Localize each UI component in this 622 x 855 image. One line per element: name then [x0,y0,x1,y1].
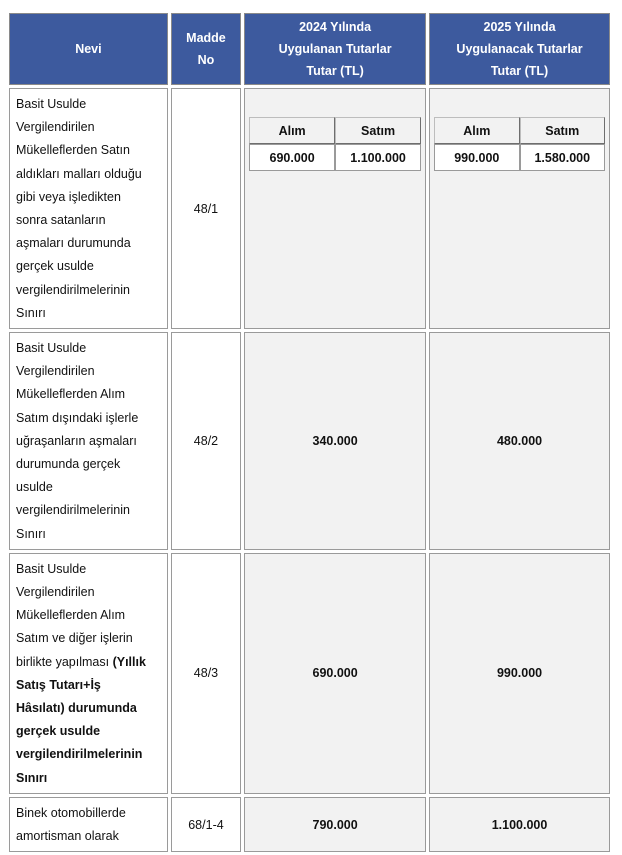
sub-table-2025-cell [429,88,610,329]
value-2025-cell: 480.000 [429,332,610,550]
tax-limits-table-container [6,10,613,855]
table-row-68-1-4 [9,797,610,852]
header-2024: 2024 Yılında Uygulanan Tutarlar Tutar (TL) [244,13,426,85]
madde-cell: 48/2 [171,332,241,550]
value-2024-cell: 340.000 [244,332,426,550]
sub-2025-satim-label: Satım [520,117,605,144]
nevi-cell: Basit Usulde Vergilendirilen Mükelleflerden Satın aldıkları malları olduğu gibi veya işledikten sonra satanların aşmaları durumunda gerçek usulde vergilendirilmelerinin Sınırı [9,88,168,329]
nevi-cell: Basit Usulde Vergilendirilen Mükelleflerden Alım Satım dışındaki işlerle uğraşanların aşmaları durumunda gerçek usulde vergilendirilmelerinin Sınırı [9,332,168,550]
tax-limits-table [6,10,613,855]
sub-2025-alim-label: Alım [434,117,519,144]
value-2025-cell: 1.100.000 [429,797,610,852]
sub-2024-alim-value: 690.000 [249,144,335,171]
header-2025: 2025 Yılında Uygulanacak Tutarlar Tutar (TL) [429,13,610,85]
sub-2024-alim-label: Alım [249,117,335,144]
header-row [9,13,610,85]
madde-cell: 48/1 [171,88,241,329]
header-nevi: Nevi [9,13,168,85]
sub-table-2024-cell [244,88,426,329]
sub-table-2025 [434,117,605,171]
sub-2025-alim-value: 990.000 [434,144,519,171]
madde-cell: 68/1-4 [171,797,241,852]
nevi-cell: Basit Usulde Vergilendirilen Mükelleflerden Alım Satım ve diğer işlerin birlikte yapılması (Yıllık Satış Tutarı+İş Hâsılatı) durumunda gerçek usulde vergilendirilmelerinin Sınırı [9,553,168,794]
header-madde-no: Madde No [171,13,241,85]
value-2024-cell: 790.000 [244,797,426,852]
madde-cell: 48/3 [171,553,241,794]
value-2025-cell: 990.000 [429,553,610,794]
table-row-48-3 [9,553,610,794]
value-2024-cell: 690.000 [244,553,426,794]
sub-2024-satim-value: 1.100.000 [335,144,421,171]
sub-2024-satim-label: Satım [335,117,421,144]
sub-2025-satim-value: 1.580.000 [520,144,605,171]
nevi-cell: Binek otomobillerde amortisman olarak [9,797,168,852]
table-row-48-2 [9,332,610,550]
table-row-48-1 [9,88,610,329]
sub-table-2024 [249,117,421,171]
